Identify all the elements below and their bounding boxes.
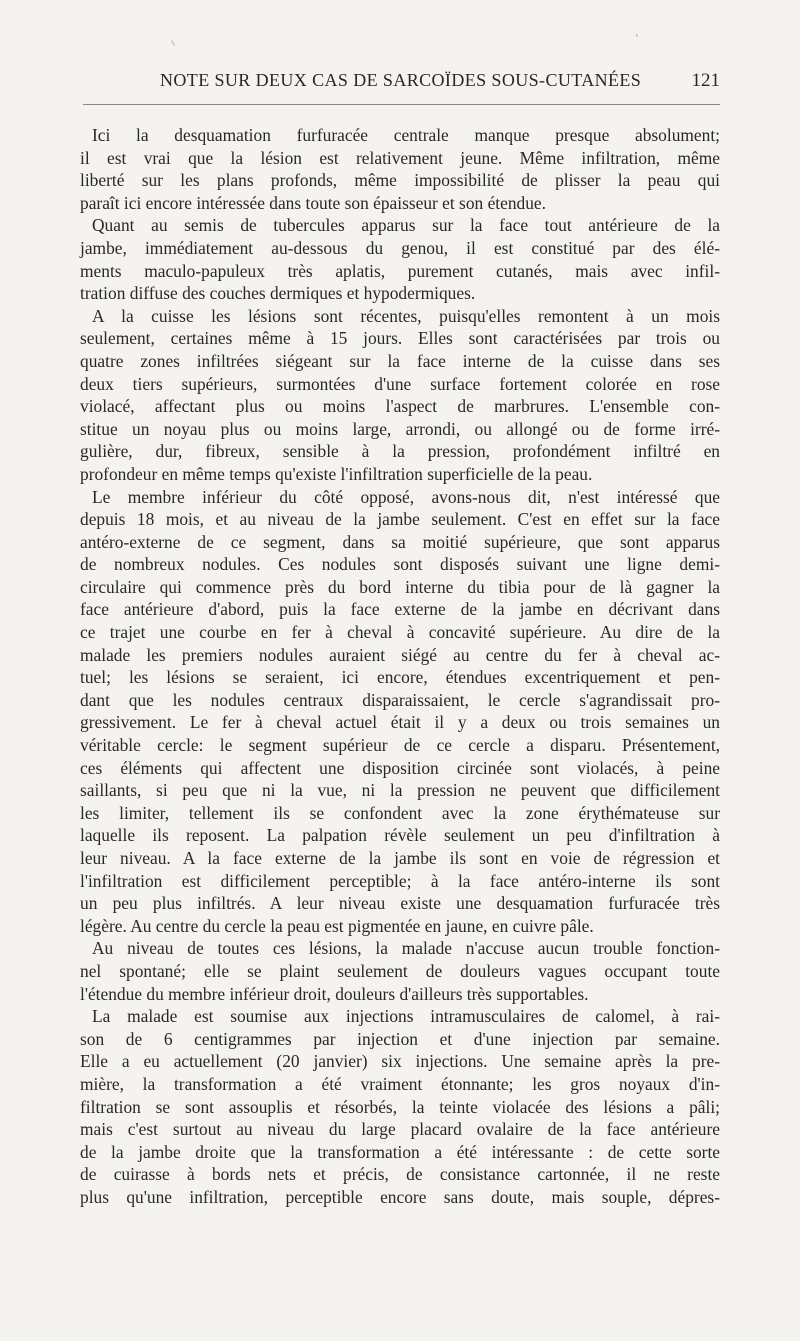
text-line: A la cuisse les lésions sont récentes, puisqu'elles remontent à un mois bbox=[92, 305, 720, 326]
text-line: Elle a eu actuellement (20 janvier) six injections. Une semaine après la pre- bbox=[80, 1051, 720, 1072]
text-line: mière, la transformation a été vraiment étonnante; les gros noyaux d'in- bbox=[80, 1073, 720, 1094]
text-line: tuel; les lésions se seraient, ici encore, étendues excentriquement et pen- bbox=[80, 667, 720, 688]
text-line: seulement, certaines même à 15 jours. Elles sont caractérisées par trois ou bbox=[80, 328, 720, 349]
text-line: mais c'est surtout au niveau du large placard ovalaire de la face antérieure bbox=[80, 1119, 720, 1140]
text-line: paraît ici encore intéressée dans toute son épaisseur et son étendue. bbox=[80, 192, 546, 213]
print-speck bbox=[171, 40, 176, 46]
print-speck bbox=[636, 34, 638, 37]
text-line: quatre zones infiltrées siégeant sur la face interne de la cuisse dans ses bbox=[80, 350, 720, 371]
text-line: ce trajet une courbe en fer à cheval à concavité supérieure. Au dire de la bbox=[80, 622, 720, 643]
text-line: de cuirasse à bords nets et précis, de consistance cartonnée, il ne reste bbox=[80, 1164, 720, 1185]
text-line: nel spontané; elle se plaint seulement de douleurs vagues occupant toute bbox=[80, 960, 720, 981]
text-line: les limiter, tellement ils se confondent avec la zone érythémateuse sur bbox=[80, 802, 720, 823]
text-line: véritable cercle: le segment supérieur de ce cercle a disparu. Présentement, bbox=[80, 735, 720, 756]
text-line: plus qu'une infiltration, perceptible encore sans doute, mais souple, dépres- bbox=[80, 1186, 720, 1207]
body-text bbox=[80, 124, 720, 1209]
text-line: deux tiers supérieurs, surmontées d'une surface fortement colorée en rose bbox=[80, 373, 720, 394]
text-line: Au niveau de toutes ces lésions, la malade n'accuse aucun trouble fonction- bbox=[92, 938, 720, 959]
text-line: filtration se sont assouplis et résorbés, la teinte violacée des lésions a pâli; bbox=[80, 1096, 720, 1117]
text-line: ces éléments qui affectent une disposition circinée sont violacés, à peine bbox=[80, 757, 720, 778]
running-head bbox=[80, 70, 720, 100]
page-number: 121 bbox=[691, 70, 720, 91]
text-line: profondeur en même temps qu'existe l'infiltration superficielle de la peau. bbox=[80, 463, 593, 484]
text-line: antéro-externe de ce segment, dans sa moitié supérieure, que sont apparus bbox=[80, 531, 720, 552]
text-line: Quant au semis de tubercules apparus sur la face tout antérieure de la bbox=[92, 215, 720, 236]
text-line: ments maculo-papuleux très aplatis, purement cutanés, mais avec infil- bbox=[80, 260, 720, 281]
text-line: leur niveau. A la face externe de la jambe ils sont en voie de régression et bbox=[80, 848, 720, 868]
text-line: légère. Au centre du cercle la peau est pigmentée en jaune, en cuivre pâle. bbox=[80, 915, 594, 936]
text-line: un peu plus infiltrés. A leur niveau existe une desquamation furfuracée très bbox=[80, 893, 720, 914]
text-line: stitue un noyau plus ou moins large, arrondi, ou allongé ou de forme irré- bbox=[80, 418, 720, 439]
text-line: laquelle ils reposent. La palpation révèle seulement un peu d'infiltration à bbox=[80, 825, 720, 846]
text-line: gressivement. Le fer à cheval actuel était il y a deux ou trois semaines un bbox=[80, 712, 720, 733]
text-line: dant que les nodules centraux disparaissaient, le cercle s'agrandissait pro- bbox=[80, 689, 720, 710]
text-line: circulaire qui commence près du bord interne du tibia pour de là gagner la bbox=[80, 576, 720, 597]
text-line: depuis 18 mois, et au niveau de la jambe seulement. C'est en effet sur la face bbox=[80, 509, 720, 530]
text-line: liberté sur les plans profonds, même impossibilité de plisser la peau qui bbox=[80, 170, 720, 191]
text-line: malade les premiers nodules auraient siégé au centre du fer à cheval ac- bbox=[80, 644, 720, 665]
text-line: Ici la desquamation furfuracée centrale manque presque absolument; bbox=[92, 125, 720, 145]
text-line: l'infiltration est difficilement perceptible; à la face antéro-interne ils sont bbox=[80, 870, 720, 891]
text-line: gulière, dur, fibreux, sensible à la pression, profondément infiltré en bbox=[80, 441, 720, 462]
text-line: de nombreux nodules. Ces nodules sont disposés suivant une ligne demi- bbox=[80, 554, 720, 575]
text-line: l'étendue du membre inférieur droit, douleurs d'ailleurs très supportables. bbox=[80, 983, 589, 1004]
text-line: violacé, affectant plus ou moins l'aspect de marbrures. L'ensemble con- bbox=[80, 396, 720, 417]
text-line: La malade est soumise aux injections intramusculaires de calomel, à rai- bbox=[92, 1006, 720, 1027]
running-title: NOTE SUR DEUX CAS DE SARCOÏDES SOUS-CUTANÉES bbox=[160, 70, 642, 90]
text-line: tration diffuse des couches dermiques et hypodermiques. bbox=[80, 283, 476, 304]
text-line: jambe, immédiatement au-dessous du genou, il est constitué par des élé- bbox=[80, 237, 720, 258]
text-line: Le membre inférieur du côté opposé, avons-nous dit, n'est intéressé que bbox=[92, 486, 720, 507]
text-line: face antérieure d'abord, puis la face externe de la jambe en décrivant dans bbox=[80, 599, 720, 620]
text-line: saillants, si peu que ni la vue, ni la pression ne peuvent que difficilement bbox=[80, 780, 720, 801]
header-rule bbox=[83, 104, 720, 105]
text-line: son de 6 centigrammes par injection et d'une injection par semaine. bbox=[80, 1028, 720, 1049]
text-line: il est vrai que la lésion est relativement jeune. Même infiltration, même bbox=[80, 147, 720, 168]
text-line: de la jambe droite que la transformation a été intéressante : de cette sorte bbox=[80, 1141, 720, 1162]
